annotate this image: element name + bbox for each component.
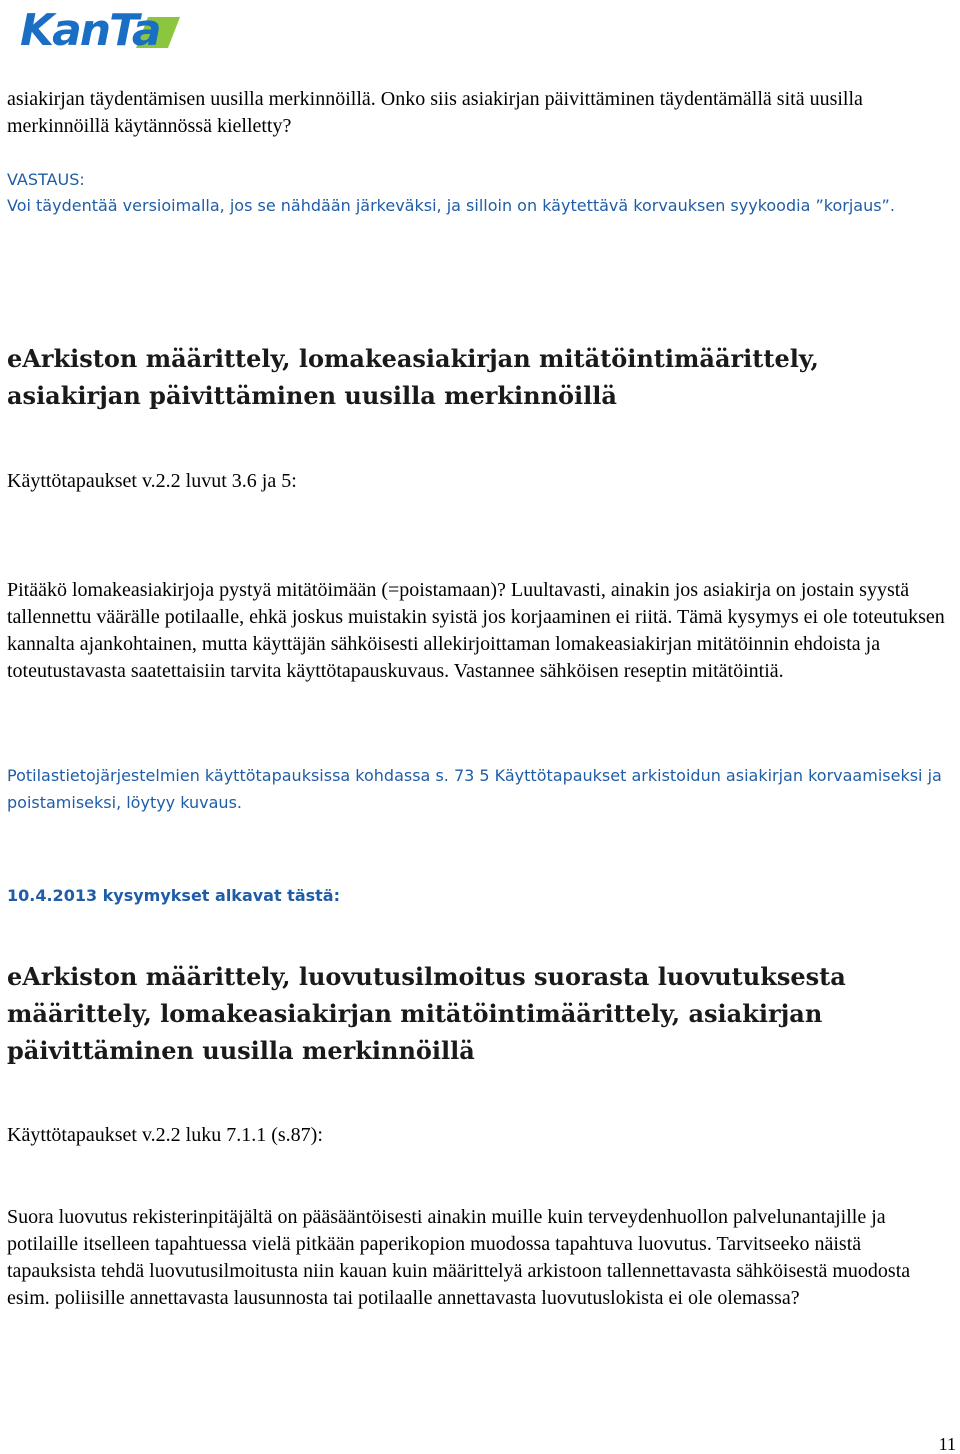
section1-heading: eArkiston määrittely, lomakeasiakirjan mitätöintimäärittely, asiakirjan päivittäminen uusilla merkinnöillä — [7, 344, 819, 410]
answer-label: VASTAUS: — [7, 170, 85, 189]
section1-answer: Potilastietojärjestelmien käyttötapauksissa kohdassa s. 73 5 Käyttötapaukset arkistoidun asiakirjan korvaamiseksi ja poistamiseksi, löytyy kuvaus. — [7, 766, 942, 812]
kanta-logo — [20, 4, 185, 52]
section2-question: Suora luovutus rekisterinpitäjältä on pääsääntöisesti ainakin muille kuin terveydenhuollon palvelunantajille ja potilaille itselleen tapahtuessa vielä pitkään paperikopion muodossa tapahtuva luovutus. Tarvitseeko näistä tapauksista tehdä luovutusilmoitusta niin kauan kuin määrittelyä arkistoon tallennettavasta sähköisestä muodosta esim. poliisille annettavasta lausunnosta tai potilaalle annettavasta luovutuslokista ei ole olemassa? — [7, 1206, 911, 1309]
svg-text:KanTa: KanTa — [20, 5, 160, 52]
section1-question: Pitääkö lomakeasiakirjoja pystyä mitätöimään (=poistamaan)? Luultavasti, ainakin jos asiakirja on jostain syystä tallennettu väärälle potilaalle, ehkä joskus muistakin syistä jos korjaaminen ei riitä. Tämä kysymys ei ole toteutuksen kannalta ajankohtainen, mutta käyttäjän sähköisesti allekirjoittaman lomakeasiakirjan mitätöinnin ehdoista ja toteutustavasta saatettaisiin tarvita käyttötapauskuvaus. Vastannee sähköisen reseptin mitätöintiä. — [7, 579, 945, 682]
answer-text: Voi täydentää versioimalla, jos se nähdään järkeväksi, ja silloin on käytettävä korvauksen syykoodia ”korjaus”. — [7, 196, 895, 215]
section2-reference: Käyttötapaukset v.2.2 luku 7.1.1 (s.87): — [7, 1124, 323, 1146]
section1-reference: Käyttötapaukset v.2.2 luvut 3.6 ja 5: — [7, 470, 297, 492]
kanta-logo-image — [20, 4, 185, 52]
section2-heading: eArkiston määrittely, luovutusilmoitus suorasta luovutuksesta määrittely, lomakeasiakirjan mitätöintimäärittely, asiakirjan päivittäminen uusilla merkinnöillä — [7, 962, 846, 1065]
page-number: 11 — [938, 1434, 956, 1454]
date-marker: 10.4.2013 kysymykset alkavat tästä: — [7, 886, 340, 905]
intro-question: asiakirjan täydentämisen uusilla merkinnöillä. Onko siis asiakirjan päivittäminen täydentämällä sitä uusilla merkinnöillä käytännössä kielletty? — [7, 88, 863, 137]
